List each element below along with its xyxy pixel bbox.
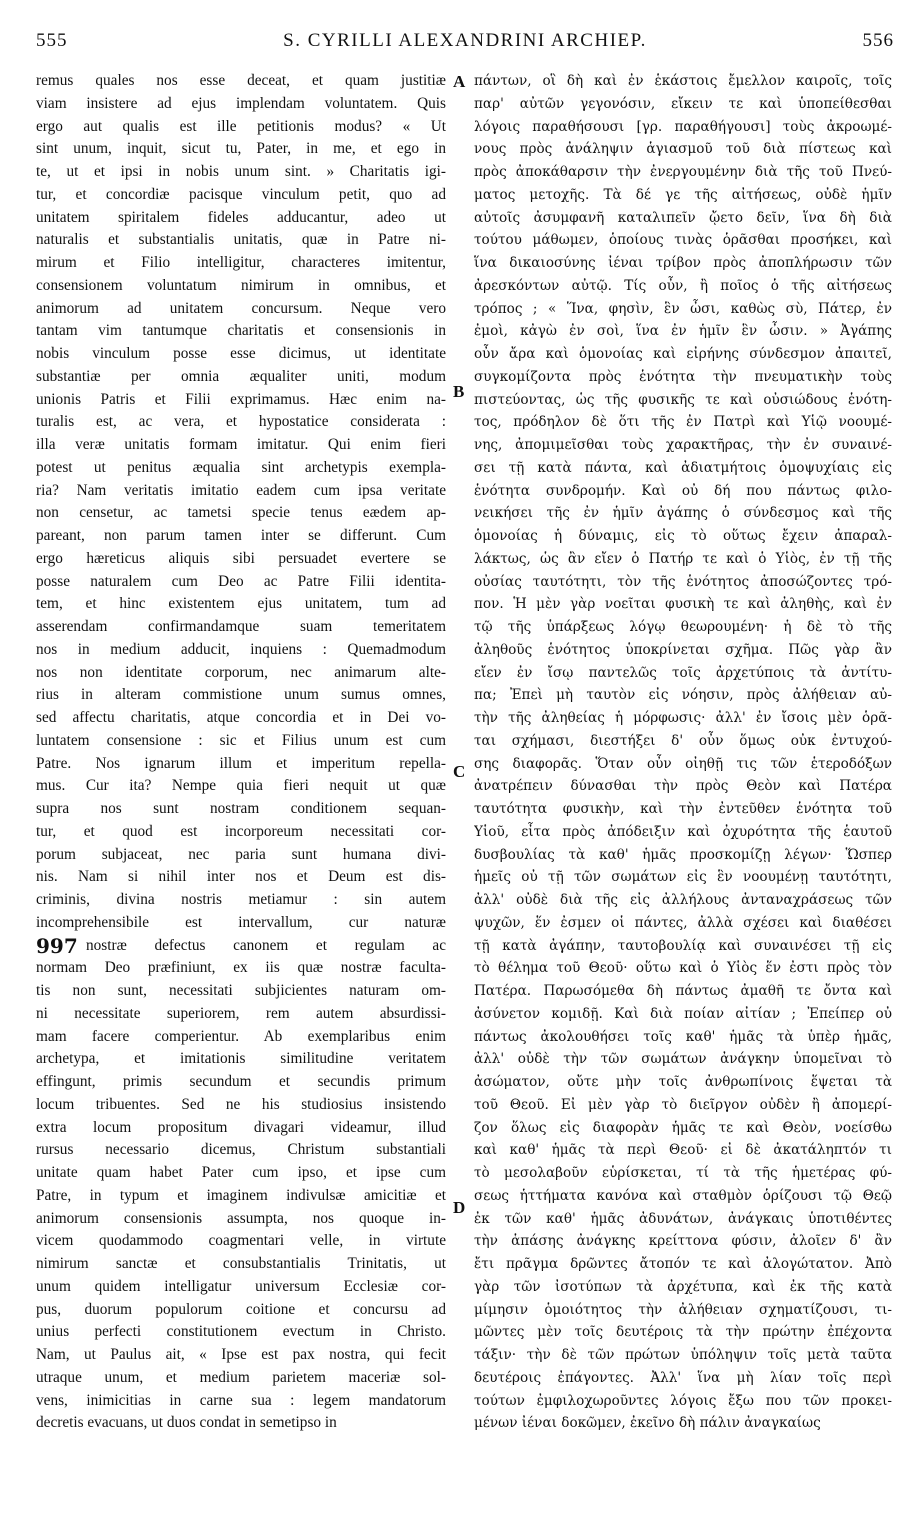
greek-text-line: σεως ἡττήματα κανόνα καὶ σταθμὸν ὁρίζουσι τῷ Θεῷ xyxy=(474,1187,892,1204)
latin-text-line: ergo hæreticus aliquis sibi persuadet evertere se xyxy=(36,549,446,567)
latin-text-line: illa veræ unitatis formam imitatur. Qui enim fieri xyxy=(36,436,446,453)
latin-text-line: ergo aut qualis est ille petitionis modus? « Ut xyxy=(36,117,446,135)
greek-text-line: ἐμοὶ, κἀγὼ ἐν σοὶ, ἵνα ἐν ἡμῖν ἓν ὦσιν. » Ἀγάπης xyxy=(474,323,892,340)
greek-text-line: μῶντες μὲν τοῖς δευτέροις τὰ τὴν πρώτην ἐπέχοντα xyxy=(474,1324,892,1341)
latin-text-line: substantiæ per omnia æqualiter uniti, modum xyxy=(36,367,446,385)
latin-text-line: Nam, ut Paulus ait, « Ipse est pax nostra, qui fecit xyxy=(36,1346,446,1363)
section-marker-a: A xyxy=(453,72,466,91)
latin-text-line: vicem quodammodo coagmentari velle, in virtute xyxy=(36,1232,446,1250)
greek-text-line: ταυτότητα φυσικὴν, καὶ τὴν ἐντεῦθεν ἑνότητα τοῦ xyxy=(474,801,892,817)
greek-text-line: λάκτως, ὡς ἂν εἴεν ὁ Πατήρ τε καὶ ὁ Υἱὸς, ἐν τῇ τῆς xyxy=(474,550,892,567)
greek-text-line: ζον ὅλως εἰς διαφορὰν ἡμᾶς τε καὶ Θεὸν, νοείσθω xyxy=(474,1119,892,1136)
greek-text-line: δυσβουλίας τὰ καθ' ἡμᾶς προσκομίζῃ λέγων· Ὥσπερ xyxy=(474,846,892,863)
latin-text-line: archetypa, et imitationis similitudine veritatem xyxy=(36,1050,446,1068)
greek-text-line: τάξιν· τὴν δὲ τῶν πρώτων ὑπόληψιν τοῖς μετὰ ταῦτα xyxy=(474,1347,892,1363)
latin-text-line: turalis est, ac vera, et hypostatice considerata : xyxy=(36,413,446,431)
greek-text-line: τὸ μεσολαβοῦν εὑρίσκεται, τί τὰ τῆς ἡμετέρας φύ- xyxy=(474,1165,892,1181)
greek-text-line: Υἱοῦ, εἶτα πρὸς ἀπόδειξιν καὶ ὀχυρότητα τῆς ἑαυτοῦ xyxy=(474,823,892,840)
greek-text-line: τὴν τῆς ἀληθείας ἡ μόρφωσις· ἀλλ' ἐν ἴσοις μὲν ὁρᾶ- xyxy=(474,710,892,726)
latin-text-line: tem, et hinc existentem ejus unitatem, tum ad xyxy=(36,595,446,613)
latin-text-line: vens, inimicitias in carne sua : legem mandatorum xyxy=(36,1391,446,1409)
latin-text-line: animorum consensionis assumpta, nos quoque in- xyxy=(36,1209,446,1227)
greek-text-line: πον. Ἡ μὲν γὰρ νοεῖται φυσικὴ τε καὶ ἀληθὴς, καὶ ἐν xyxy=(474,596,892,613)
greek-text-line: ἀλλ' οὐδὲ τὴν τῶν σωμάτων ἀνάγκην ὑπομεῖναι τὸ xyxy=(474,1051,892,1068)
greek-text-line: νους πρὸς ἀνάληψιν ἁγιασμοῦ τοῦ διὰ πίστεως καὶ xyxy=(474,141,892,158)
latin-text-line: asserendam confirmandamque suam temeritatem xyxy=(36,618,446,635)
greek-text-line: ἀλλ' οὐδὲ διὰ τῆς εἰς ἀλλήλους ἀνταναχράσεως τῶν xyxy=(474,892,892,908)
greek-text-line: ματος μετοχῆς. Τὰ δέ γε τῆς αἰτήσεως, οὐδὲ ἡμῖν xyxy=(474,186,892,203)
latin-text-line: naturalis et substantialis unitatis, quæ in Patre ni- xyxy=(36,231,446,249)
greek-text-line: καὶ καθ' ἡμᾶς τὰ περὶ Θεοῦ· εἰ δὲ ἀκατάληπτόν τι xyxy=(474,1142,892,1159)
greek-text-line: ἀληθοῦς ἑνότητος ὑποκρίνεται σχῆμα. Πῶς γὰρ ἂν xyxy=(474,641,892,658)
greek-text-line: ψυχῶν, ἕν ἐσμεν οἱ πάντες, ἀλλὰ σχέσει καὶ διαθέσει xyxy=(474,914,892,931)
greek-text-line: ἐκ τῶν καθ' ἡμᾶς ἀδυνάτων, ἀνάγκαις ὑποτιθέντες xyxy=(474,1210,892,1227)
greek-text-line: πιστεύοντας, ὡς τῆς φυσικῆς τε καὶ οὐσιώδους ἑνότη- xyxy=(474,391,892,408)
greek-text-line: πάντων, οἳ δὴ καὶ ἐν ἑκάστοις ἔμελλον καιροῖς, τοῖς xyxy=(474,73,892,89)
greek-text-line: μένων ἰέναι δοκῶμεν, ἐκεῖνο δὴ πάλιν ἀναγκαίως xyxy=(474,1415,821,1432)
greek-text-line: σης διαφορᾶς. Ὅταν οὖν οἰηθῇ τις τῶν ἑτεροδόξων xyxy=(474,755,892,772)
latin-text-line: nos in medium adducit, inquiens : Quemadmodum xyxy=(36,640,446,658)
greek-text-line: αὐτοῖς ἀσυμφανῆ καταλιπεῖν ᾤετο δεῖν, ἵνα δὴ διὰ xyxy=(474,209,892,226)
latin-text-line: criminis, divina nostris metiamur : sin autem xyxy=(36,891,446,908)
greek-text-line: ἀρεσκόντων αὐτῷ. Τίς οὖν, ἢ ποῖος ὁ τῆς αἰτήσεως xyxy=(474,277,892,294)
greek-text-line: πα; Ἐπεὶ μὴ ταυτὸν εἰς νόησιν, πρὸς ἀλήθειαν αὐ- xyxy=(474,687,892,704)
greek-text-line: τὴν ἁπάσης ἀνάγκης κρείττονα φύσιν, ἀλοῖεν δ' ἂν xyxy=(474,1233,892,1250)
latin-text-line: tur, et concordiæ pacisque vinculum petit, quo ad xyxy=(36,185,446,203)
section-marker-b: B xyxy=(453,382,465,401)
latin-text-line: normam Deo præfiniunt, ex iis quæ nostræ facultа- xyxy=(36,959,446,977)
latin-text-line: pus, duorum populorum coitione et concursu ad xyxy=(36,1300,446,1318)
latin-text-line: nimirum sanctæ et consubstantialis Trinitatis, ut xyxy=(36,1255,446,1272)
latin-text-line: nostræ defectus canonem et regulam ac xyxy=(86,936,446,954)
page-number-right: 556 xyxy=(862,30,894,51)
latin-text-line: Patre, in typum et imaginem indivulsæ amicitiæ et xyxy=(36,1186,446,1204)
greek-text-line: οὐσίας ταυτότητι, τὸν τῆς ἑνότητος ἀποσώζοντες τρό- xyxy=(474,573,892,590)
latin-text-line: sint unum, inquit, sicut tu, Pater, in me, et ego in xyxy=(36,140,446,158)
greek-text-line: τος, πρόδηλον δὲ ὅτι τῆς ἐν Πατρὶ καὶ Υἱῷ νοουμέ- xyxy=(474,414,892,431)
latin-text-line: unius perfecti constitutionem evectum in Christo. xyxy=(36,1323,446,1341)
latin-text-line: locum tribuentes. Sed ne his studiosius insistendo xyxy=(36,1095,446,1113)
latin-text-line: animorum ad unitatem concursum. Neque vero xyxy=(36,299,446,317)
latin-text-line: Patre. Nos ignarum illum et imperitum repella- xyxy=(36,754,446,772)
latin-text-line: unitate quam habet Pater cum ipso, et ipse cum xyxy=(36,1164,446,1181)
latin-text-line: decretis evacuans, ut duos condat in semetipso in xyxy=(36,1414,337,1432)
greek-text-line: τούτου μάθωμεν, ὁποίους τινὰς ὁρᾶσθαι προσήκει, καὶ xyxy=(474,232,892,249)
greek-text-line: ἀσύνετον κομιδῇ. Καὶ διὰ ποίαν αἰτίαν ; Ἐπείπερ οὐ xyxy=(474,1005,892,1022)
latin-text-line: potest ut penitus æqualia sint archetypis exempla- xyxy=(36,458,446,476)
running-title: S. CYRILLI ALEXANDRINI ARCHIEP. xyxy=(283,30,647,51)
latin-text-line: viam insistere ad ejus implendam voluntatem. Quis xyxy=(36,94,446,112)
page-number-left: 555 xyxy=(36,30,68,51)
greek-text-line: νεικήσει τῆς ἐν ἡμῖν ἀγάπης ὁ σύνδεσμος καὶ τῆς xyxy=(474,505,892,522)
latin-text-line: mirum et Filio intelligitur, characteres imitentur, xyxy=(36,254,446,271)
greek-text-line: τρόπος ; « Ἵνα, φησὶν, ἓν ὦσι, καθὼς σὺ, Πάτερ, ἐν xyxy=(474,300,892,317)
section-marker-d: D xyxy=(453,1198,466,1217)
latin-text-line: sed affectu charitatis, atque concordia et in Dei vo- xyxy=(36,709,446,726)
greek-text-line: τὸ θέλημα τοῦ Θεοῦ· οὕτω καὶ ὁ Υἱὸς ἕν ἐστι πρὸς τὸν xyxy=(474,960,892,977)
greek-text-line: ἡμεῖς οὐ τῇ τῶν σωμάτων εἰς ἓν νοουμένῃ ταυτότητι, xyxy=(474,869,892,886)
greek-text-line: σει τῇ κατὰ πάντα, καὶ ἀδιατμήτοις ὁμοψυχίαις εἰς xyxy=(474,459,892,476)
greek-text-line: νης, ἀπομιμεῖσθαι τοὺς χαρακτῆρας, τὴν ἐν συναινέ- xyxy=(474,437,892,453)
greek-text-line: ἑνότητα συνδρομήν. Καὶ οὐ δή που πάντως φιλο- xyxy=(474,482,892,499)
latin-text-line: porum subjaceat, nec paria sunt humana divi- xyxy=(36,845,446,863)
greek-text-line: ἵνα δικαιοσύνης ἰέναι τρίβον πρὸς ἀποπλήρωσιν τῶν xyxy=(474,255,892,271)
greek-text-line: πάντως ἀκολουθήσει τοῖς καθ' ἡμᾶς τὰ ὑπὲρ ἡμᾶς, xyxy=(474,1028,892,1045)
latin-text-line: rius in alteram commistione unum sumus omnes, xyxy=(36,686,446,704)
latin-text-line: mus. Cur ita? Nempe quia fieri nequit ut quæ xyxy=(36,777,446,795)
latin-text-line: nis. Nam si nihil inter nos et Deum est dis- xyxy=(36,868,446,886)
latin-text-line: nos non identitate corporum, nec animarum alte- xyxy=(36,663,446,681)
greek-text-line: δευτέροις ἐπάγοντες. Ἀλλ' ἵνα μὴ λίαν τοῖς περὶ xyxy=(474,1369,892,1386)
greek-text-line: μίμησιν ὁμοιότητος τὴν ἀλήθειαν σχηματίζουσι, τι- xyxy=(474,1301,892,1318)
latin-text-line: supra nos sunt nostram conditionem sequan- xyxy=(36,800,446,817)
greek-text-line: συγκομίζοντα πρὸς ἑνότητα τὴν πνευματικὴν τοὺς xyxy=(474,368,892,385)
greek-text-line: τοῦ Θεοῦ. Εἰ μὲν γὰρ τὸ διεῖργον οὐδὲν ἢ ἀπομερί- xyxy=(474,1096,892,1113)
latin-text-line: remus quales nos esse deceat, et quam justitiæ xyxy=(36,72,446,89)
latin-text-line: unum quidem intelligatur universum Ecclesiæ cor- xyxy=(36,1277,446,1295)
greek-text-line: γὰρ τῶν ἰσοτύπων τὰ ἀρχέτυπα, καὶ ἐκ τῆς κατὰ xyxy=(474,1278,892,1295)
latin-text-line: unitatem spiritalem fideles adducantur, adeo ut xyxy=(36,208,446,226)
latin-text-line: non censetur, ac tametsi specie tenus eædem ap- xyxy=(36,504,446,522)
greek-text-line: τῇ κατὰ ἀγάπην, ταυτοβουλίᾳ καὶ συναινέσει τῇ εἰς xyxy=(474,937,892,954)
greek-text-line: ἀσώματον, οὔτε μὴν τοῖς ἀνθρωπίνοις ἕψεται τὰ xyxy=(474,1074,892,1090)
latin-column xyxy=(36,70,446,1435)
latin-text-line: ria? Nam veritatis imitatio eadem cum ipsa veritate xyxy=(36,481,446,499)
column-number-marginal: 997 xyxy=(36,934,78,958)
greek-text-line: εἴεν ἐν ἴσῳ παντελῶς τοῖς ἀρχετύποις τὰ ἀντίτυ- xyxy=(474,664,892,681)
greek-text-line: τῷ τῆς ὑπάρξεως λόγῳ θεωρουμένη· ἡ δὲ τὸ τῆς xyxy=(474,619,892,635)
latin-text-line: utraque unum, et medium parietem maceriæ sol- xyxy=(36,1368,446,1386)
latin-text-line: tantam vim tantumque charitatis et consensionis in xyxy=(36,322,446,340)
greek-text-line: λόγοις παραθήσουσι [γρ. παραθήγουσι] τοὺς ἀκροωμέ- xyxy=(474,118,892,135)
latin-text-line: rursus necessario dicemus, Christum substantiali xyxy=(36,1141,446,1159)
greek-text-line: ἀνατρέπειν δύνασθαι τὴν πρὸς Θεὸν καὶ Πατέρα xyxy=(474,778,892,795)
latin-text-line: incomprehensibile est intervallum, cur naturæ xyxy=(36,913,446,931)
latin-text-line: posse naturalem cum Deo ac Patre Filii identita- xyxy=(36,572,446,590)
greek-text-line: τούτων ἐμφιλοχωροῦντες λόγοις ἔξω που τῶν προκει- xyxy=(474,1392,892,1409)
greek-text-line: ται σχήμασι, διεστήξει δ' οὖν ὅμως οὐκ ἐντυχού- xyxy=(474,732,892,749)
latin-text-line: effingunt, primis secundum et secundis primum xyxy=(36,1073,446,1090)
latin-text-line: extra locum propositum divagari videamur, illud xyxy=(36,1118,446,1136)
latin-text-line: te, ut et ipsi in nobis unum sint. » Charitatis igi- xyxy=(36,163,446,180)
greek-text-line: οὖν ἄρα καὶ ὁμονοίας καὶ εἰρήνης σύνδεσμον ἀπαιτεῖ, xyxy=(474,346,892,362)
greek-text-line: Πατέρα. Παρωσόμεθα δὴ πάντως ἀμαθῆ τε ὄντα καὶ xyxy=(474,983,892,999)
latin-text-line: consensionem voluntatum nimirum in omnibus, et xyxy=(36,276,446,294)
latin-text-line: pareant, non parum tamen inter se differunt. Cum xyxy=(36,527,446,544)
greek-text-line: πρὸς ἀποκάθαρσιν τὴν ἐνεργουμένην διὰ τῆς τοῦ Πνεύ- xyxy=(474,164,892,180)
greek-text-line: ὁμονοίας ἡ δύναμις, εἰς τὸ οὕτως ἔχειν ἀπαραλ- xyxy=(474,528,892,544)
greek-column xyxy=(474,70,892,1435)
greek-text-line: ἔτι πρᾶγμα δρῶντες ἄτοπόν τε καὶ ἀλογώτατον. Ἀπὸ xyxy=(474,1256,892,1272)
greek-text-line: παρ' αὐτῶν γεγονόσιν, εἴκειν τε καὶ ὑποπείθεσθαι xyxy=(474,95,892,112)
latin-text-line: tur, et quod est incorporeum necessitati cor- xyxy=(36,822,446,840)
latin-text-line: ni necessitate superiorem, rem autem absurdissi- xyxy=(36,1004,446,1022)
latin-text-line: mam facere comperientur. Ab exemplaribus enim xyxy=(36,1027,446,1045)
latin-text-line: unionis Patris et Filii exprimamus. Hæc enim na- xyxy=(36,390,446,408)
latin-text-line: nobis vinculum posse esse dicimus, ut identitate xyxy=(36,345,446,362)
section-marker-c: C xyxy=(453,762,466,781)
latin-text-line: luntatem consensione : sic et Filius unum est cum xyxy=(36,731,446,749)
page-header xyxy=(36,30,894,60)
latin-text-line: tis non sunt, necessitati subjicientes naturam om- xyxy=(36,982,446,999)
